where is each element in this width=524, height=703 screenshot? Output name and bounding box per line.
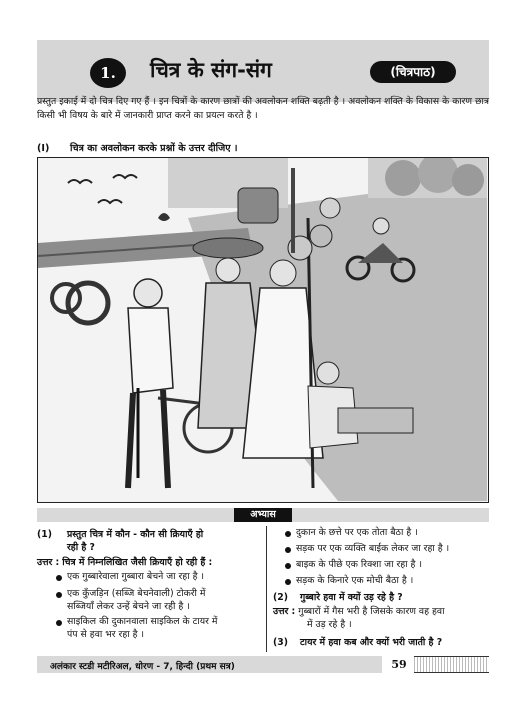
q1-point-4: दुकान के छत्ते पर एक तोता बैठा है ।	[296, 527, 418, 538]
vegetable-seller-head	[216, 258, 240, 282]
page-number: 59	[391, 658, 407, 671]
bird-icon	[68, 180, 92, 183]
motorbike-rider	[373, 218, 389, 234]
balloon-man-head	[270, 260, 296, 286]
hanging-tyre	[52, 284, 80, 312]
street-scene-drawing	[38, 158, 487, 501]
balloon	[310, 225, 332, 247]
balloon	[320, 198, 340, 218]
exercise-heading: अभ्यास	[234, 508, 292, 522]
bullet-icon	[285, 563, 291, 569]
q2-text: गुब्बारे हवा में क्यों उड़ रहे है ?	[300, 592, 403, 603]
q3-text: टायर में हवा कब और क्यों भरी जाती है ?	[300, 637, 443, 648]
bullet-icon	[56, 592, 62, 598]
bullet-icon	[285, 579, 291, 585]
tree	[385, 160, 421, 196]
footer-text: अलंकार स्टडी मटीरिअल, धोरण - 7, हिन्दी (प्रथम सत्र)	[50, 662, 235, 672]
street-scene-illustration	[37, 157, 489, 503]
q2-answer-line1: गुब्बारों में गैस भरी है जिसके कारण वह हवा	[298, 606, 445, 617]
column-divider	[266, 526, 267, 652]
q1-point-2: एक कुँजड़िन (सब्जि बेचनेवाली) टोकरी में सब्जियाँ लेकर उन्हें बेचने जा रही है ।	[67, 588, 206, 612]
vegetable-basket	[193, 238, 263, 258]
q1-point-3: साइकिल की दुकानवाला साइकिल के टायर में पंप से हवा भर रहा है ।	[67, 616, 218, 640]
bird-icon	[98, 200, 122, 203]
q3-number: (3)	[273, 637, 288, 648]
shopkeeper-legs	[128, 390, 168, 488]
footer-pattern	[414, 656, 489, 673]
q1-point-7: सड़क के किनारे एक मोची बैठा है ।	[296, 575, 414, 586]
q1-answer-intro-text: चित्र में निम्नलिखित जैसी क्रियाएँ हो रही हैं :	[62, 557, 213, 568]
q2-answer-label: उत्तर :	[273, 606, 296, 617]
rickshaw	[238, 188, 278, 223]
cobbler-box	[338, 408, 413, 433]
cobbler-head	[317, 362, 339, 384]
lesson-number: 1.	[90, 58, 126, 88]
q1-text-line1: प्रस्तुत चित्र में कौन - कौन सी क्रियाएँ हो	[67, 529, 204, 540]
shopkeeper-body	[128, 308, 173, 393]
q2-answer-line2: में उड़ रहे है ।	[307, 619, 352, 630]
q1-text-line2: रही है ?	[67, 542, 95, 553]
lesson-title: चित्र के संग-संग	[150, 58, 272, 82]
lesson-type-badge: (चित्रपाठ)	[370, 61, 456, 83]
intro-paragraph: प्रस्तुत इकाई में दो चित्र दिए गए हैं । इन चित्रों के कारण छात्रों की अवलोकन शक्ति बढ़ती है । अवलोकन शक्ति के विकास के कारण छात्र किसी भी विषय के बारे में जानकारी प्राप्त करने का प्रयत्न करते है ।	[37, 96, 489, 121]
bullet-icon	[56, 620, 62, 626]
q1-text	[67, 528, 262, 554]
shopkeeper-head	[134, 279, 162, 307]
tree	[452, 164, 484, 196]
bullet-icon	[285, 547, 291, 553]
bird-icon	[113, 175, 137, 178]
picture-question-heading	[37, 141, 489, 154]
picture-question-text: चित्र का अवलोकन करके प्रश्नों के उत्तर दीजिए ।	[70, 143, 238, 154]
q1-number: (1)	[37, 529, 52, 540]
parrot	[158, 213, 170, 221]
bullet-icon	[56, 575, 62, 581]
q1-point-1: एक गुब्बारेवाला गुब्बारा बेचने जा रहा है ।	[67, 571, 204, 582]
q2-answer	[273, 605, 490, 618]
q1-point-6: बाइक के पीछे एक रिक्शा जा रहा है ।	[296, 559, 422, 570]
q1-answer-intro	[37, 556, 263, 569]
q1-point-5: सड़क पर एक व्यक्ति बाईक लेकर जा रहा है ।	[296, 543, 450, 554]
bullet-icon	[285, 531, 291, 537]
q2-number: (2)	[273, 592, 288, 603]
picture-question-number: (I)	[37, 143, 50, 154]
q1-answer-label: उत्तर :	[37, 557, 60, 568]
